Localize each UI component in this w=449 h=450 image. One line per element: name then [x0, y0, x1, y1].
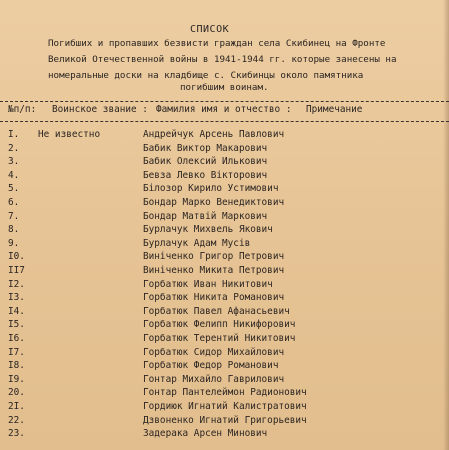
row-number: I7. — [8, 347, 25, 358]
row-name: Бабик Виктор Макарович — [143, 143, 268, 154]
row-number: 4. — [8, 170, 20, 181]
row-name: Дзвоненко Игнатий Григорьевич — [143, 415, 307, 426]
header-number: №п/п: — [8, 104, 37, 115]
rank-cell: Не известно — [38, 129, 101, 140]
row-number: I9. — [8, 374, 25, 385]
row-number: II7 — [8, 265, 25, 276]
row-name: Горбатюк Никита Романович — [143, 292, 285, 303]
row-name: Гонтар Пантелеймон Радионович — [143, 387, 307, 398]
intro-line-2: Великой Отечественной войны в 1941-1944 гг. которые занесены на — [48, 54, 397, 65]
row-number: I3. — [8, 292, 25, 303]
row-number: I8. — [8, 360, 25, 371]
row-name: Гордиюк Игнатий Калистратович — [143, 401, 307, 412]
row-name: Бурлачук Михвель Якович — [143, 224, 273, 235]
row-name: Андрейчук Арсень Павлович — [143, 129, 285, 140]
row-name: Горбатюк Иван Никитович — [143, 279, 273, 290]
row-number: I. — [8, 129, 20, 140]
row-name: Горбатюк Павел Афанасьевич — [143, 306, 290, 317]
intro-line-4: погибшим воинам. — [180, 82, 269, 93]
intro-line-1: Погибших и пропавших безвисти граждан села Скибинец на Фронте — [48, 38, 386, 49]
row-name: Бабик Олексий Илькович — [143, 156, 268, 167]
header-note: Примечание — [306, 104, 363, 115]
row-number: I6. — [8, 333, 25, 344]
row-number: I5. — [8, 319, 25, 330]
intro-line-3: номеральные доски на кладбище с. Скибинцы около памятника — [48, 70, 364, 81]
row-number: 2I. — [8, 401, 25, 412]
row-name: Горбатюк Федор Романович — [143, 360, 279, 371]
row-name: Бондар Матвiй Маркович — [143, 211, 268, 222]
row-number: 2. — [8, 143, 20, 154]
row-number: 6. — [8, 197, 20, 208]
row-number: I2. — [8, 279, 25, 290]
document-title: СПИСОК — [190, 24, 230, 35]
row-name: Бiлозор Кирило Устимович — [143, 183, 279, 194]
row-number: I4. — [8, 306, 25, 317]
row-number: 20. — [8, 387, 25, 398]
header-rank: Воинское звание : — [52, 104, 148, 115]
row-number: 9. — [8, 238, 20, 249]
row-number: 5. — [8, 183, 20, 194]
row-number: 23. — [8, 428, 25, 439]
header-rule-top — [0, 101, 449, 102]
row-name: Бондар Марко Венедиктович — [143, 197, 285, 208]
row-name: Горбатюк Терентий Никитович — [143, 333, 296, 344]
row-number: 7. — [8, 211, 20, 222]
row-name: Гонтар Михайло Гаврилович — [143, 374, 285, 385]
row-name: Винiченко Григор Петрович — [143, 251, 285, 262]
row-number: 3. — [8, 156, 20, 167]
row-name: Винiченко Микита Петрович — [143, 265, 285, 276]
row-number: 22. — [8, 415, 25, 426]
header-rule-bottom — [0, 121, 449, 122]
row-name: Бурлачук Адам Мусiв — [143, 238, 251, 249]
row-number: I0. — [8, 251, 25, 262]
row-name: Задерака Арсен Минович — [143, 428, 268, 439]
row-name: Бевза Левко Вікторович — [143, 170, 268, 181]
header-name: Фамилия имя и отчество : — [156, 104, 292, 115]
paper-edge-shadow — [443, 0, 449, 450]
row-number: 8. — [8, 224, 20, 235]
row-name: Горбатюк Сидор Михайлович — [143, 347, 285, 358]
row-name: Горбатюк Фелипп Никифорович — [143, 319, 296, 330]
